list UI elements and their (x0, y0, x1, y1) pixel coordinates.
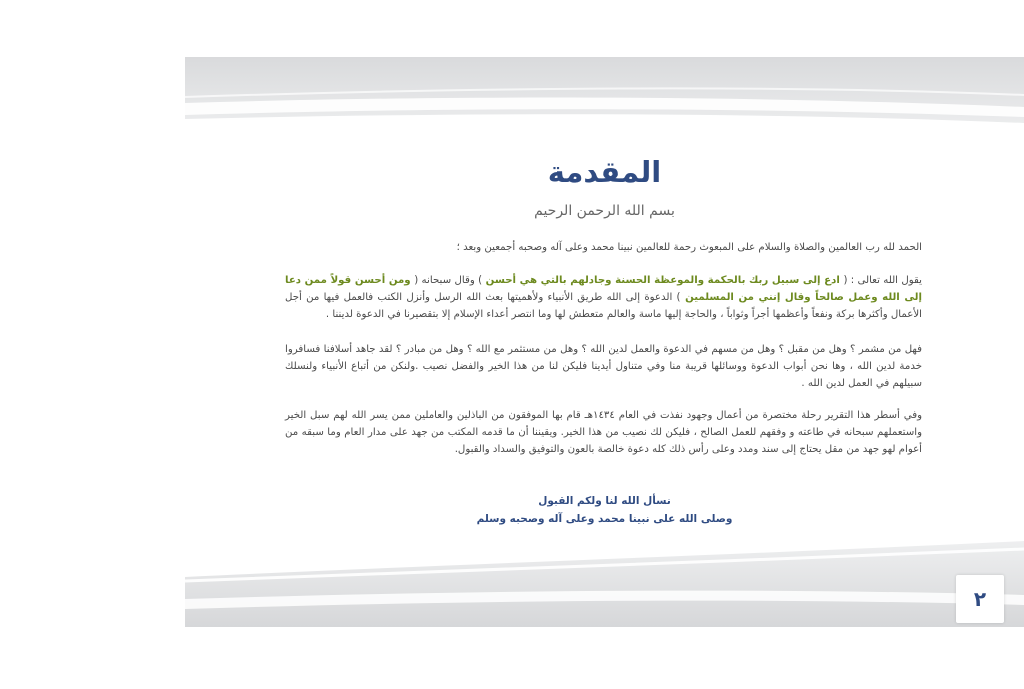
verse-highlight-1: ادع إلى سبيل ربك بالحكمة والموعظة الحسنة وجادلهم بالتي هي أحسن (482, 275, 844, 286)
basmala-line: بسم الله الرحمن الرحيم (534, 203, 675, 219)
top-decorative-band (185, 57, 1024, 135)
paragraph-rest: ) الدعوة إلى الله طريق الأنبياء ولأهميتها بعث الله الرسل وأنزل الكتب فالعمل فيها من أجل الأعمال وأكثرها بركة ونفعاً وأعظمها أجراً وثواباً ، والحاجة إليها ماسة والعالم متعطش لها وما انتصر أعداء الإسلام إلا بتقصيرنا في الدعوة لديننا . (285, 292, 922, 320)
paragraph-mid: ) وقال سبحانه ( (414, 275, 483, 286)
quran-paragraph (285, 272, 922, 323)
page-number: ٢ (973, 587, 987, 611)
report-paragraph: وفي أسطر هذا التقرير رحلة مختصرة من أعمال وجهود نفذت في العام ١٤٣٤هـ قام بها الموفقون من الباذلين والعاملين ممن يسر الله لهم سبل الخير واستعملهم سبحانه في طاعته و وفقهم للعمل الصالح ، فليكن لك نصيب من هذا الخير. ويقيننا أن ما قدمه المكتب من جهد على مدار العام وما سبقه من أعوام لهو جهد من مقل يحتاج إلى سند ومدد وعلى رأس ذلك كله دعوة خالصة بالعون والتوفيق والسداد والقبول. (285, 410, 922, 455)
document-page (185, 57, 1024, 627)
page-title: المقدمة (547, 155, 662, 189)
call-paragraph: فهل من مشمر ؟ وهل من مقبل ؟ وهل من مسهم في الدعوة والعمل لدين الله ؟ وهل من مستثمر مع الله ؟ وهل من مبادر ؟ لقد جاهد أسلافنا فسافروا خدمة لدين الله ، وها نحن أبواب الدعوة ووسائلها قريبة منا وفي متناول أيدينا فليكن لنا من هذا الخير والفضل نصيب .ولنكن من أتباع الأنبياء ولنسلك سبيلهم في العمل لدين الله . (285, 344, 922, 389)
verse-highlight-2: ومن أحسن قولاً ممن دعا إلى الله وعمل صالحاً وقال إنني من المسلمين (285, 275, 922, 303)
page-number-box (956, 575, 1004, 623)
paragraph-intro: يقول الله تعالى : ( (843, 275, 922, 286)
closing-prayer: نسأل الله لنا ولكم القبول (538, 495, 671, 507)
closing-salutation: وصلى الله على نبينا محمد وعلى آله وصحبه وسلم (476, 513, 733, 525)
opening-paragraph: الحمد لله رب العالمين والصلاة والسلام على المبعوث رحمة للعالمين نبينا محمد وعلى آله وصحبه أجمعين وبعد ؛ (456, 242, 922, 253)
bottom-decorative-band (185, 541, 1024, 627)
